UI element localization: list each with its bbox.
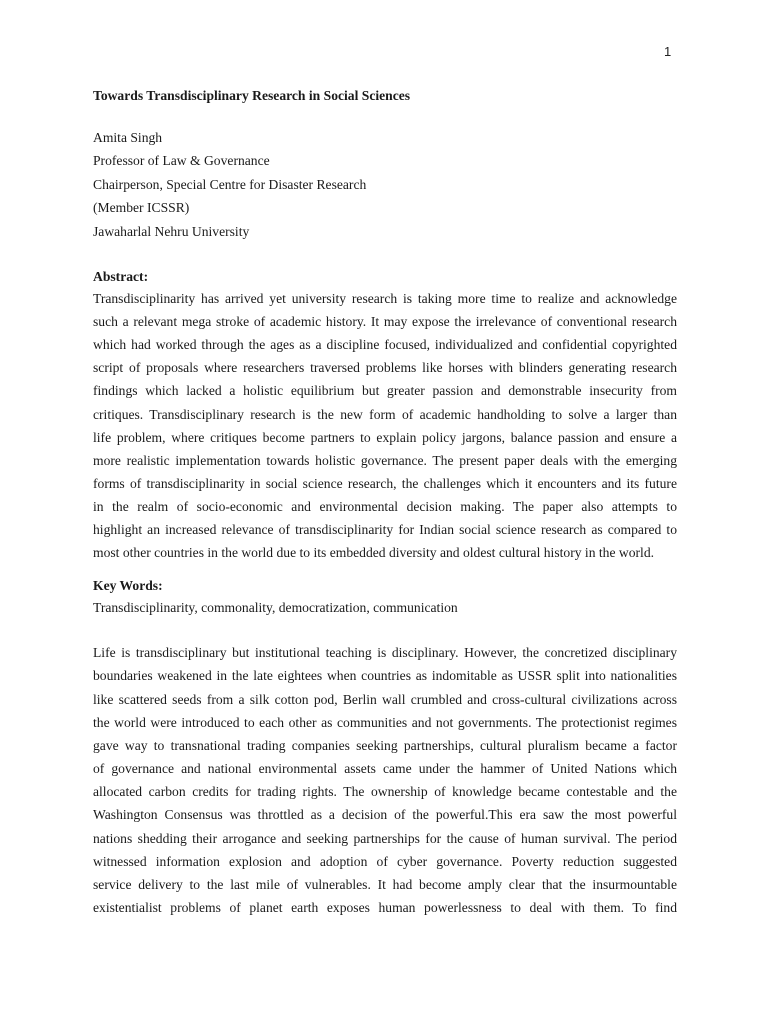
abstract-line: life problem, where critiques become partners to explain policy jargons, balance passion and ensure a: [93, 429, 677, 445]
body-line: of governance and national environmental assets came under the hammer of United Nations which: [93, 761, 677, 777]
keywords-heading: Key Words:: [93, 578, 163, 594]
author-block: [93, 126, 677, 243]
body-line: nations shedding their arrogance and seeking partnerships for the cause of human survival. The period: [93, 830, 677, 846]
page-content: [93, 86, 677, 919]
body-line: boundaries weakened in the late eightees when countries as indomitable as USSR split into nationalities: [93, 668, 677, 684]
author-chair: Chairperson, Special Centre for Disaster Research: [93, 176, 367, 192]
author-name: Amita Singh: [93, 130, 163, 145]
abstract-line: more realistic implementation towards holistic governance. The present paper deals with the emerging: [93, 452, 677, 468]
body-paragraph: [93, 641, 677, 919]
author-position: Professor of Law & Governance: [93, 153, 270, 169]
body-line: existentialist problems of planet earth exposes human powerlessness to deal with them. To find: [93, 900, 677, 916]
body-line: gave way to transnational trading companies seeking partnerships, cultural pluralism became a factor: [93, 737, 677, 753]
abstract-line: such a relevant mega stroke of academic history. It may expose the irrelevance of conventional research: [93, 314, 677, 330]
keywords-list: Transdisciplinarity, commonality, democratization, communication: [93, 600, 458, 616]
body-line: Life is transdisciplinary but institutional teaching is disciplinary. However, the concretized disciplinary: [93, 645, 677, 661]
abstract-line: highlight an increased relevance of transdisciplinarity for Indian social science research as compared to: [93, 521, 677, 537]
abstract-paragraph: [93, 287, 677, 564]
author-institution: Jawaharlal Nehru University: [93, 223, 250, 239]
abstract-line: script of proposals where researchers traversed problems like horses with blinders generating research: [93, 360, 677, 376]
body-line: service delivery to the last mile of vulnerables. It had become amply clear that the insurmountable: [93, 877, 677, 893]
body-line: like scattered seeds from a silk cotton pod, Berlin wall crumbled and cross-cultural civilizations across: [93, 691, 677, 707]
body-line: allocated carbon credits for trading rights. The ownership of knowledge became contestable and the: [93, 784, 677, 800]
abstract-line: Transdisciplinarity has arrived yet university research is taking more time to realize and acknowledge: [93, 291, 677, 307]
abstract-line: findings which lacked a holistic equilibrium but greater passion and demonstrable insecurity from: [93, 383, 677, 399]
body-line: witnessed information explosion and adoption of cyber governance. Poverty reduction suggested: [93, 853, 677, 869]
abstract-line: which had worked through the ages as a discipline focused, individualized and confidential copyrighted: [93, 337, 677, 353]
abstract-line: critiques. Transdisciplinary research is the new form of academic handholding to solve a larger than: [93, 406, 677, 422]
author-membership: (Member ICSSR): [93, 200, 190, 216]
abstract-line: in the realm of socio-economic and environmental decision making. The paper also attempts to: [93, 498, 677, 514]
body-line: the world were introduced to each other as communities and not governments. The protectionist regimes: [93, 714, 677, 730]
abstract-heading: Abstract:: [93, 269, 149, 285]
body-line: Washington Consensus was throttled as a decision of the powerful.This era saw the most powerful: [93, 807, 677, 823]
abstract-line: forms of transdisciplinarity in social science research, the challenges which it encounters and its future: [93, 475, 677, 491]
paper-title: Towards Transdisciplinary Research in Social Sciences: [93, 88, 411, 103]
page-number: 1: [664, 44, 672, 59]
abstract-line: most other countries in the world due to its embedded diversity and oldest cultural history in the world.: [93, 545, 655, 561]
